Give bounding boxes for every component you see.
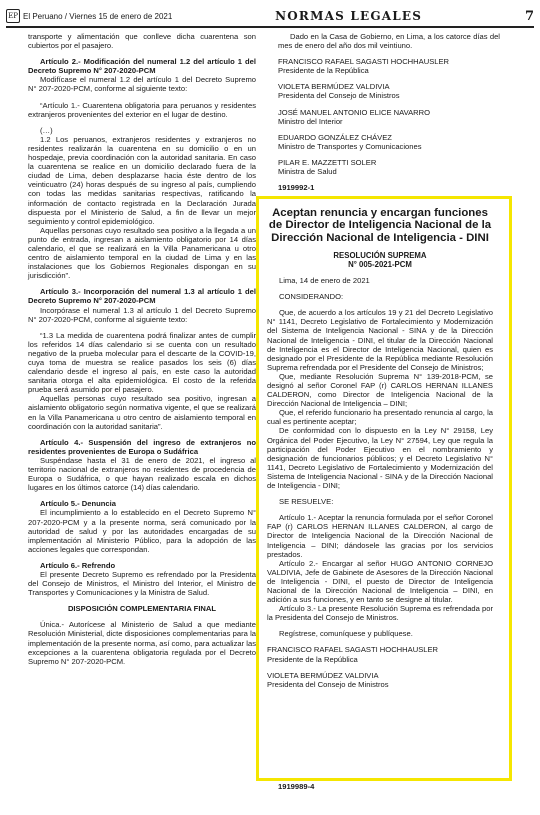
signature-role: Ministro del Interior [278, 116, 343, 126]
resuelve-heading: SE RESUELVE: [279, 497, 334, 507]
left-column [28, 32, 256, 666]
article-heading: Artículo 3.- Incorporación del numeral 1.3 al artículo 1 del Decreto Supremo N° 207-2020-PCM [28, 287, 256, 306]
signature-name: VIOLETA BERMÚDEZ VALDIVIA [278, 82, 390, 92]
highlighted-resolution [256, 196, 512, 781]
page-header [6, 6, 534, 28]
paragraph: Que, el referido funcionario ha presentado renuncia al cargo, la cual es pertinente aceptar; [267, 408, 493, 427]
article-heading: Artículo 2.- Modificación del numeral 1.2 del artículo 1 del Decreto Supremo N° 207-2020-PCM [28, 57, 256, 76]
paragraph: El incumplimiento a lo establecido en el Decreto Supremo N° 207-2020-PCM y a la presente norma, será comunicado por la autoridad de salud y por las autoridades encargadas de su implementación al Ministerio Público, para la adopción de las acciones legales que correspondan. [28, 508, 256, 554]
section-title: NORMAS LEGALES [275, 9, 423, 23]
closing-formula: Regístrese, comuníquese y publíquese. [279, 629, 413, 639]
right-column-top [278, 32, 500, 192]
quoted-article: “1.3 La medida de cuarentena podrá finalizar antes de cumplir los referidos 14 días calendario si se cuenta con un resultado negativo de la prueba molecular para el descarte de la COVID-19, cuya toma de muestra se realice pasados los seis (6) días calendario desde el ingreso al país, en este caso la autoridad sanitaria otorga el alta epidemiológica. El costo de la referida prueba será asumido por el pasajero. [28, 330, 256, 395]
resolution-date: Lima, 14 de enero de 2021 [279, 276, 370, 286]
paragraph: Suspéndase hasta el 31 de enero de 2021, el ingreso al territorio nacional de extranjeros no residentes de procedencia de Europa o Sudáfrica, o que hayan realizado escala en dichos lugares en los últimos catorce (14) días calendario. [28, 455, 256, 493]
paragraph: Modifícase el numeral 1.2 del artículo 1 del Decreto Supremo N° 207-2020-PCM, conforme al siguiente texto: [28, 75, 256, 94]
signature-role: Presidenta del Consejo de Ministros [278, 91, 400, 101]
publication-date: El Peruano / Viernes 15 de enero de 2021 [23, 11, 173, 21]
ellipsis: (…) [40, 125, 53, 135]
article: Artículo 3.- La presente Resolución Suprema es refrendada por la Presidenta del Consejo de Ministros. [267, 604, 493, 623]
given-statement: Dado en la Casa de Gobierno, en Lima, a los catorce días del mes de enero del año dos mil veintiuno. [278, 32, 500, 51]
article-heading: Artículo 6.- Refrendo [40, 560, 116, 570]
el-peruano-logo: EP [6, 9, 20, 23]
signature-name: EDUARDO GONZÁLEZ CHÁVEZ [278, 132, 392, 142]
article: Artículo 2.- Encargar al señor HUGO ANTONIO CORNEJO VALDIVIA, Jefe de Gabinete de Asesores de la Dirección Nacional de Inteligencia - DINI, el puesto de Director de Inteligencia Nacional de la Dirección Nacional de Inteligencia – DINI, en adición a sus funciones, y en tanto se designe al titular. [267, 558, 493, 605]
resolution-number: N° 005-2021-PCM [348, 259, 412, 269]
considerando-heading: CONSIDERANDO: [279, 292, 344, 302]
resolution-type: RESOLUCIÓN SUPREMA [333, 250, 427, 260]
signature-role: Ministra de Salud [278, 167, 337, 177]
signature-role: Ministro de Transportes y Comunicaciones [278, 141, 422, 151]
paragraph: El presente Decreto Supremo es refrendado por la Presidenta del Consejo de Ministros, el Ministro del Interior, el Ministro de Transportes y Comunicaciones y la Ministra de Salud. [28, 569, 256, 598]
document-code: 1919989-4 [278, 782, 315, 791]
paragraph: De conformidad con lo dispuesto en la Ley N° 29158, Ley Orgánica del Poder Ejecutivo, la Ley N° 27594, Ley que regula la participación del Poder Ejecutivo en el nombramiento y designación de funcionarios públicos; y el Decreto Legislativo N° 1141, Decreto Legislativo de Fortalecimiento y Modernización del Sistema de Inteligencia Nacional - SINA y de la Dirección Nacional de Inteligencia - DINI; [267, 426, 493, 491]
signature-role: Presidenta del Consejo de Ministros [267, 679, 389, 689]
article: Artículo 1.- Aceptar la renuncia formulada por el señor Coronel FAP (r) CARLOS HERNAN ILLANES CALDERON, al cargo de Director de Inteligencia Nacional de la Dirección Nacional de Inteligencia – DINI; dándosele las gracias por los servicios prestados. [267, 513, 493, 559]
signature-name: FRANCISCO RAFAEL SAGASTI HOCHHAUSLER [278, 57, 450, 67]
page-number: 7 [524, 8, 534, 24]
paragraph: transporte y alimentación que conlleve dicha cuarentena son cubiertos por el pasajero. [28, 32, 256, 51]
paragraph: Aquellas personas cuyo resultado sea positivo, ingresan a aislamiento obligatorio según normativa vigente, el que se realizará en la Villa Panamericana u otro centro de aislamiento temporal en coordinación con la autoridad sanitaria”. [28, 394, 256, 431]
paragraph: Aquellas personas cuyo resultado sea positivo a la llegada a un punto de entrada, ingresan a aislamiento obligatorio por 14 días calendario, el que se realizará en la Villa Panamericana u otro centro de aislamiento temporal en la ciudad de Lima y en las instalaciones que los Gobiernos Regionales dispongan en su jurisdicción”. [28, 225, 256, 281]
signature-role: Presidente de la República [267, 654, 358, 664]
signature-name: FRANCISCO RAFAEL SAGASTI HOCHHAUSLER [267, 645, 439, 655]
article-heading: Artículo 5.- Denuncia [40, 499, 116, 509]
section-heading: DISPOSICIÓN COMPLEMENTARIA FINAL [67, 604, 217, 614]
paragraph: Única.- Autorícese al Ministerio de Salud a que mediante Resolución Ministerial, dicte disposiciones complementarias para la implementación de la presente norma, así como, para actualizar las excepciones a la cuarentena obligatoria regulada por el Decreto Supremo N° 207-2020-PCM. [28, 620, 256, 666]
signature-name: JOSÉ MANUEL ANTONIO ELICE NAVARRO [278, 107, 431, 117]
quoted-article: “Artículo 1.- Cuarentena obligatoria para peruanos y residentes extranjeros provenientes del exterior en el lugar de destino. [28, 100, 256, 119]
signature-role: Presidente de la República [278, 66, 369, 76]
signature-name: VIOLETA BERMÚDEZ VALDIVIA [267, 670, 379, 680]
article-heading: Artículo 4.- Suspensión del ingreso de extranjeros no residentes provenientes de Europa o Sudáfrica [28, 437, 256, 456]
paragraph: 1.2 Los peruanos, extranjeros residentes y extranjeros no residentes realizarán la cuarentena en su domicilio o en un hospedaje, previa coordinación con la autoridad sanitaria. En caso la cuarentena se realice en un domicilio declarado fuera de la ciudad de Lima, deben desplazarse hacia éste dentro de los veinticuatro (24) horas después de su ingreso al país, cumpliendo con todas las medidas sanitarias respectivas, ratificando la información de contacto registrada en la Declaración Jurada dispuesta por el Ministerio de Salud, a fin de llevar un mejor seguimiento y control epidemiológico. [28, 134, 256, 226]
header-publication [6, 9, 172, 23]
paragraph: Que, de acuerdo a los artículos 19 y 21 del Decreto Legislativo N° 1141, Decreto Legislativo de Fortalecimiento y Modernización del Sistema de Inteligencia Nacional - SINA y de la Dirección Nacional de Inteligencia - DINI, el titular de la Dirección Nacional de Inteligencia es el Director de Inteligencia Nacional, quien es designado por el Presidente de la República mediante Resolución Suprema refrendada por el Presidente del Consejo de Ministros; [267, 308, 493, 372]
signature-name: PILAR E. MAZZETTI SOLER [278, 157, 377, 167]
document-code: 1919992-1 [278, 183, 315, 193]
paragraph: Incorpórase el numeral 1.3 al artículo 1 del Decreto Supremo N° 207-2020-PCM, conforme al siguiente texto: [28, 305, 256, 324]
paragraph: Que, mediante Resolución Suprema N° 139-2018-PCM, se designó al señor Coronel FAP (r) CARLOS HERNAN ILLANES CALDERON, como Director de Inteligencia Nacional de la Dirección Nacional de Inteligencia – DINI; [267, 371, 493, 409]
resolution-title: Aceptan renuncia y encargan funciones de Director de Inteligencia Nacional de la Dirección Nacional de Inteligencia - DINI [268, 207, 492, 244]
